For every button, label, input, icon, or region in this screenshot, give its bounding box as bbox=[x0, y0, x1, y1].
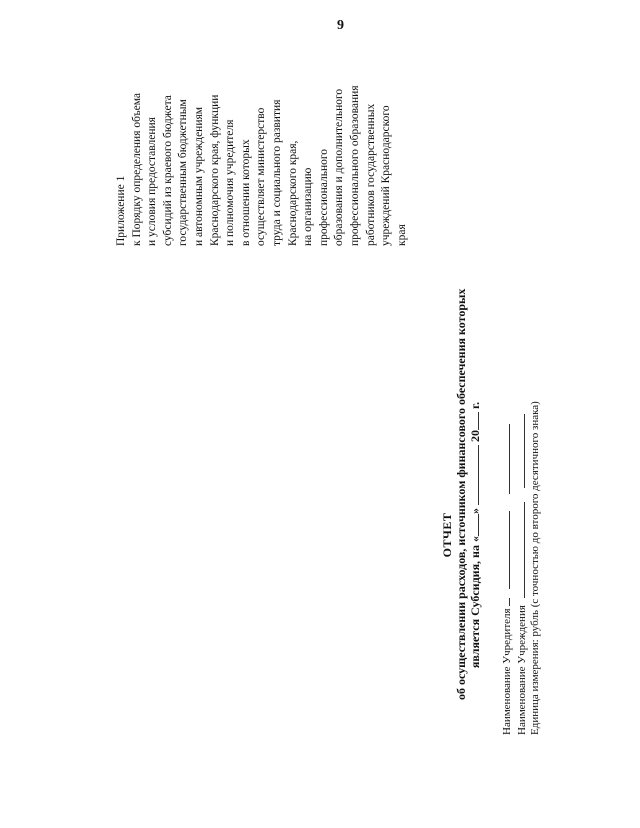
appendix-line: и условия предоставления bbox=[146, 117, 159, 246]
report-subtitle-line-2 bbox=[468, 370, 482, 700]
appendix-line: образования и дополнительного bbox=[333, 88, 346, 246]
founder-row bbox=[500, 435, 515, 735]
appendix-line: Краснодарского края, bbox=[286, 140, 299, 246]
institution-label: Наименование Учреждения bbox=[515, 605, 528, 735]
founder-label: Наименование Учредителя bbox=[501, 608, 513, 735]
appendix-line: профессионального bbox=[317, 148, 330, 246]
month-blank[interactable] bbox=[469, 445, 479, 505]
appendix-line: на организацию bbox=[302, 167, 315, 246]
appendix-line: Приложение 1 bbox=[115, 175, 127, 246]
founder-blank-1[interactable] bbox=[500, 511, 510, 589]
founder-blank-short[interactable] bbox=[500, 598, 510, 606]
appendix-line: и полномочия учредителя bbox=[224, 119, 237, 246]
year-blank[interactable] bbox=[469, 412, 479, 430]
founder-blank-2[interactable] bbox=[500, 424, 510, 494]
institution-blank-2[interactable] bbox=[515, 414, 525, 488]
appendix-line: субсидий из краевого бюджета bbox=[161, 95, 174, 246]
appendix-line: государственным бюджетным bbox=[177, 99, 190, 246]
appendix-line: учреждений Краснодарского bbox=[380, 105, 393, 246]
appendix-line: края bbox=[395, 224, 408, 246]
unit-label: Единица измерения: рубль (с точностью до второго десятичного знака) bbox=[529, 401, 541, 735]
page-number: 9 bbox=[337, 18, 344, 33]
appendix-line: осуществляет министерство bbox=[255, 107, 268, 246]
report-title-block bbox=[440, 288, 482, 700]
appendix-line: в отношении которых bbox=[239, 139, 252, 246]
report-date-quote: » bbox=[468, 508, 482, 515]
appendix-line: Краснодарского края, функции bbox=[208, 94, 221, 246]
institution-row bbox=[515, 435, 530, 735]
report-year-suffix: г. bbox=[468, 401, 482, 410]
unit-row bbox=[529, 401, 543, 735]
report-title: ОТЧЕТ bbox=[440, 512, 454, 558]
day-blank[interactable] bbox=[469, 514, 479, 536]
fields-block bbox=[500, 401, 543, 735]
appendix-line: труда и социального развития bbox=[270, 99, 283, 246]
appendix-line: профессионального образования bbox=[348, 85, 361, 246]
report-date-prefix: является Субсидия, на « bbox=[468, 536, 482, 669]
appendix-line: и автономным учреждениям bbox=[192, 106, 205, 246]
appendix-block bbox=[114, 51, 410, 246]
report-subtitle-line-1: об осуществлении расходов, источником финансового обеспечения которых bbox=[454, 288, 468, 700]
appendix-line: работников государственных bbox=[364, 103, 377, 246]
institution-blank-1[interactable] bbox=[515, 502, 525, 598]
appendix-line: к Порядку определения объема bbox=[130, 92, 143, 246]
report-year-prefix: 20 bbox=[468, 430, 482, 443]
